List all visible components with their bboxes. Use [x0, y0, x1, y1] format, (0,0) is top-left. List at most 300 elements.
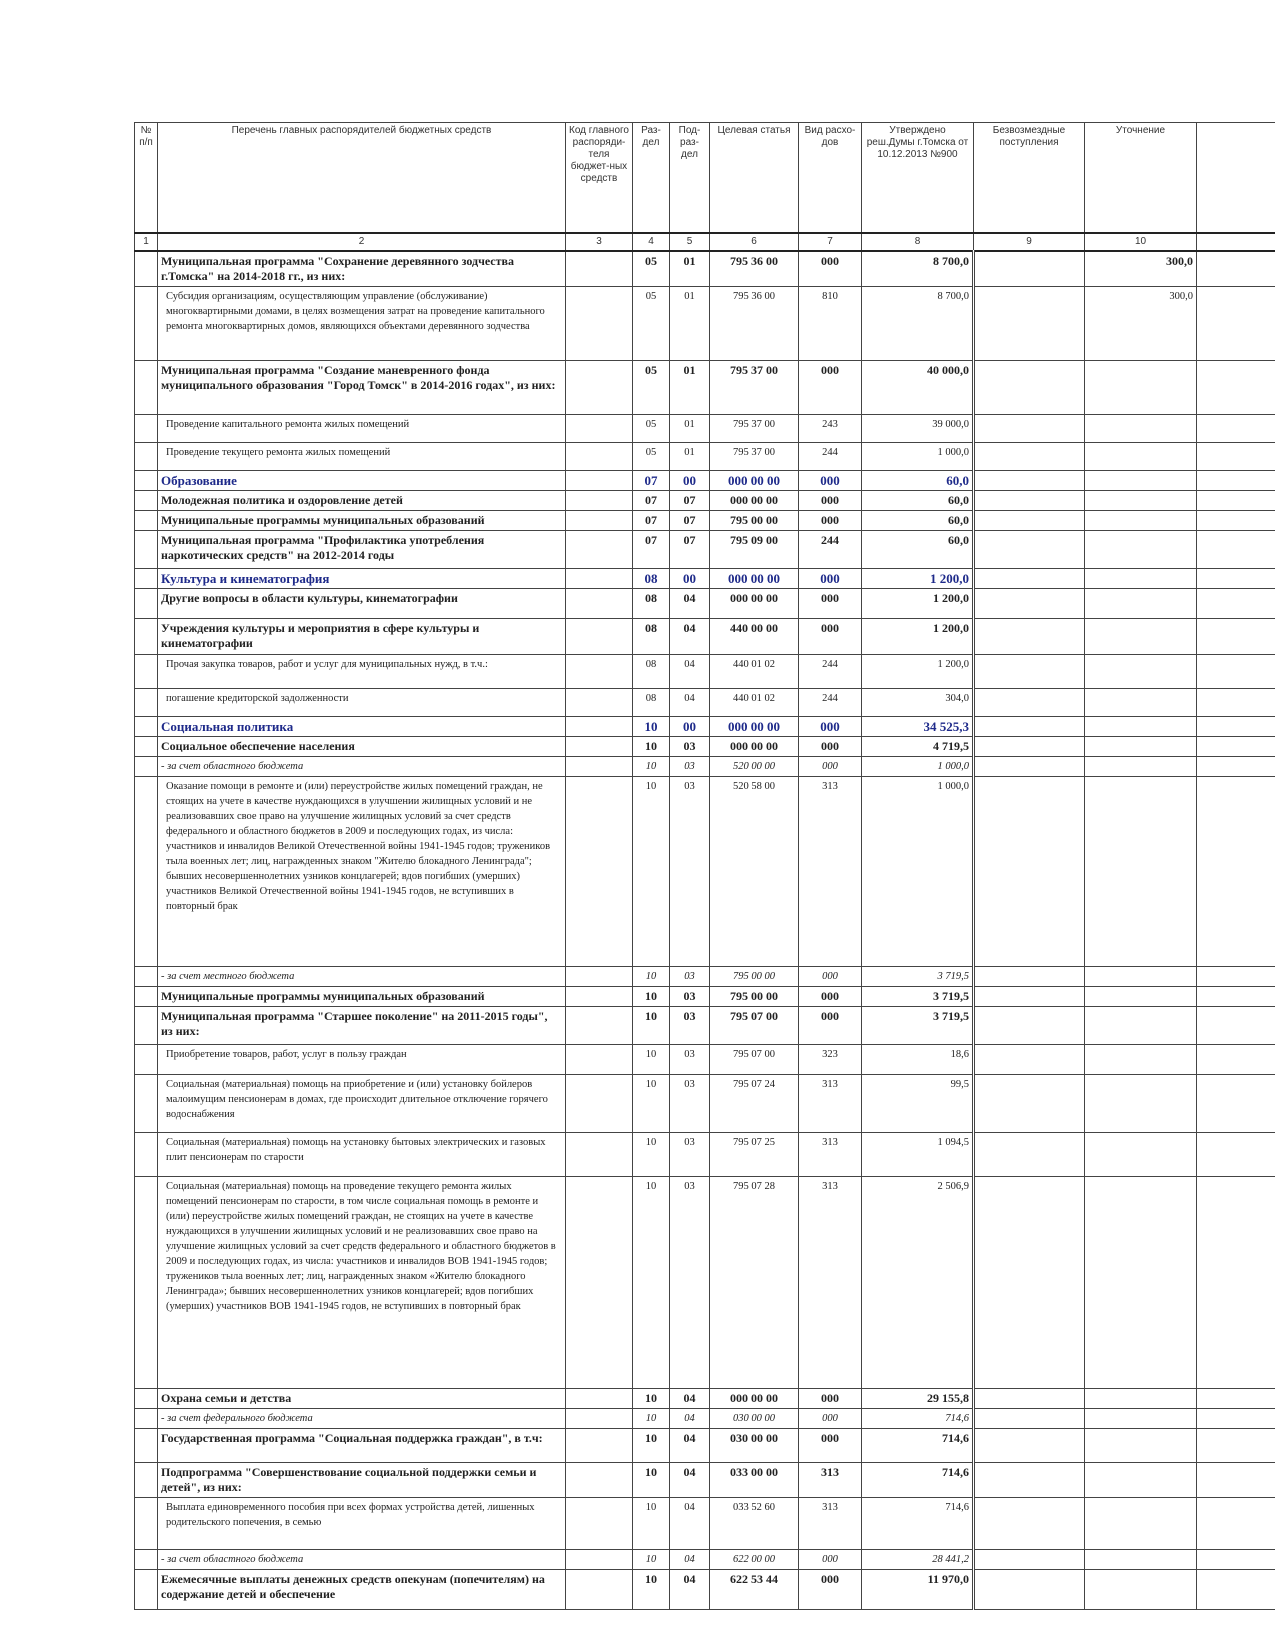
cell-free-receipts: [974, 689, 1085, 717]
cell-target-item: 440 00 00: [710, 619, 799, 655]
cell-expense-type: 000: [799, 361, 862, 415]
cell-expense-type: 000: [799, 987, 862, 1007]
cell-target-item: 000 00 00: [710, 471, 799, 491]
cell-clarification: [1085, 1550, 1197, 1570]
cell-expense-type: 000: [799, 1429, 862, 1463]
cell-approved: 40 000,0: [862, 361, 974, 415]
cell-approved: 1 200,0: [862, 569, 974, 589]
cell-clarification: [1085, 717, 1197, 737]
cell-section: 10: [633, 1498, 670, 1550]
cell-clarification: 300,0: [1085, 251, 1197, 287]
cell-expense-type: 000: [799, 1409, 862, 1429]
cell-target-item: 795 07 24: [710, 1075, 799, 1133]
cell-expense-type: 000: [799, 967, 862, 987]
cell-approved: 1 000,0: [862, 757, 974, 777]
cell-number: [135, 1550, 158, 1570]
cell-subsection: 01: [670, 361, 710, 415]
cell-subsection: 00: [670, 471, 710, 491]
cell-section: 10: [633, 967, 670, 987]
cell-extra: [1197, 1007, 1275, 1045]
cell-expense-type: 000: [799, 471, 862, 491]
cell-distributor-code: [566, 531, 633, 569]
cell-subsection: 03: [670, 737, 710, 757]
cell-number: [135, 531, 158, 569]
table-row: [135, 1498, 1275, 1550]
column-number: 2: [158, 233, 566, 251]
cell-clarification: [1085, 737, 1197, 757]
cell-clarification: [1085, 1007, 1197, 1045]
cell-expense-type: 313: [799, 1133, 862, 1177]
cell-name: Социальное обеспечение населения: [158, 737, 566, 757]
table-row: [135, 1550, 1275, 1570]
cell-target-item: 000 00 00: [710, 1389, 799, 1409]
cell-section: 05: [633, 443, 670, 471]
cell-number: [135, 1498, 158, 1550]
cell-name: погашение кредиторской задолженности: [158, 689, 566, 717]
table-row: [135, 443, 1275, 471]
cell-target-item: 000 00 00: [710, 589, 799, 619]
cell-distributor-code: [566, 757, 633, 777]
cell-subsection: 03: [670, 1075, 710, 1133]
cell-clarification: [1085, 361, 1197, 415]
cell-extra: [1197, 1463, 1275, 1498]
cell-target-item: 033 00 00: [710, 1463, 799, 1498]
cell-subsection: 03: [670, 1045, 710, 1075]
cell-target-item: 520 00 00: [710, 757, 799, 777]
cell-distributor-code: [566, 777, 633, 967]
cell-expense-type: 000: [799, 1389, 862, 1409]
cell-extra: [1197, 471, 1275, 491]
cell-subsection: 07: [670, 491, 710, 511]
cell-name: Субсидия организациям, осуществляющим управление (обслуживание) многоквартирными домами, в целях возмещения затрат на проведение капитального ремонта многоквартирных домов, являющихся объектами деревянного зодчества: [158, 287, 566, 361]
cell-subsection: 01: [670, 415, 710, 443]
cell-distributor-code: [566, 967, 633, 987]
cell-free-receipts: [974, 415, 1085, 443]
cell-target-item: 795 37 00: [710, 361, 799, 415]
cell-target-item: 795 36 00: [710, 287, 799, 361]
table-row: [135, 967, 1275, 987]
cell-expense-type: 243: [799, 415, 862, 443]
cell-subsection: 04: [670, 1550, 710, 1570]
column-number-extra: [1197, 233, 1275, 251]
cell-name: Другие вопросы в области культуры, кинематографии: [158, 589, 566, 619]
cell-free-receipts: [974, 757, 1085, 777]
cell-free-receipts: [974, 1007, 1085, 1045]
cell-subsection: 04: [670, 1463, 710, 1498]
cell-extra: [1197, 251, 1275, 287]
cell-subsection: 04: [670, 1429, 710, 1463]
cell-expense-type: 313: [799, 1463, 862, 1498]
cell-approved: 18,6: [862, 1045, 974, 1075]
cell-number: [135, 491, 158, 511]
header-distributor-code: Код главного распоряди-теля бюджет-ных средств: [566, 123, 633, 233]
table-body: [135, 251, 1275, 1610]
cell-approved: 3 719,5: [862, 1007, 974, 1045]
cell-number: [135, 1045, 158, 1075]
table-row: [135, 569, 1275, 589]
cell-subsection: 04: [670, 689, 710, 717]
table-header-row: [135, 123, 1275, 233]
table-row: [135, 777, 1275, 967]
cell-subsection: 04: [670, 655, 710, 689]
column-number: 6: [710, 233, 799, 251]
cell-free-receipts: [974, 471, 1085, 491]
cell-extra: [1197, 757, 1275, 777]
table-row: [135, 1045, 1275, 1075]
cell-number: [135, 619, 158, 655]
cell-name: - за счет федерального бюджета: [158, 1409, 566, 1429]
table-row: [135, 531, 1275, 569]
cell-expense-type: 000: [799, 1570, 862, 1610]
cell-free-receipts: [974, 287, 1085, 361]
cell-extra: [1197, 655, 1275, 689]
cell-expense-type: 000: [799, 569, 862, 589]
cell-subsection: 03: [670, 1007, 710, 1045]
cell-free-receipts: [974, 987, 1085, 1007]
cell-extra: [1197, 1389, 1275, 1409]
cell-expense-type: 000: [799, 757, 862, 777]
column-number: 9: [974, 233, 1085, 251]
cell-free-receipts: [974, 1389, 1085, 1409]
column-number: 7: [799, 233, 862, 251]
cell-approved: 60,0: [862, 471, 974, 491]
table-row: [135, 619, 1275, 655]
cell-extra: [1197, 1429, 1275, 1463]
cell-clarification: [1085, 1133, 1197, 1177]
cell-clarification: [1085, 531, 1197, 569]
cell-approved: 304,0: [862, 689, 974, 717]
cell-free-receipts: [974, 443, 1085, 471]
table-row: [135, 1570, 1275, 1610]
table-row: [135, 757, 1275, 777]
cell-distributor-code: [566, 361, 633, 415]
cell-approved: 714,6: [862, 1429, 974, 1463]
cell-free-receipts: [974, 1550, 1085, 1570]
cell-clarification: [1085, 589, 1197, 619]
cell-section: 08: [633, 569, 670, 589]
cell-subsection: 01: [670, 287, 710, 361]
cell-expense-type: 244: [799, 655, 862, 689]
cell-expense-type: 244: [799, 443, 862, 471]
cell-extra: [1197, 443, 1275, 471]
cell-target-item: 795 37 00: [710, 415, 799, 443]
cell-clarification: [1085, 689, 1197, 717]
cell-target-item: 795 00 00: [710, 987, 799, 1007]
cell-subsection: 04: [670, 1498, 710, 1550]
cell-clarification: [1085, 491, 1197, 511]
table-row: [135, 589, 1275, 619]
cell-name: Прочая закупка товаров, работ и услуг для муниципальных нужд, в т.ч.:: [158, 655, 566, 689]
cell-free-receipts: [974, 569, 1085, 589]
cell-free-receipts: [974, 777, 1085, 967]
cell-distributor-code: [566, 415, 633, 443]
cell-number: [135, 1409, 158, 1429]
cell-target-item: 622 53 44: [710, 1570, 799, 1610]
cell-approved: 1 000,0: [862, 443, 974, 471]
cell-clarification: [1085, 1463, 1197, 1498]
cell-expense-type: 000: [799, 717, 862, 737]
cell-number: [135, 361, 158, 415]
cell-extra: [1197, 1409, 1275, 1429]
header-clarification: Уточнение: [1085, 123, 1197, 233]
cell-distributor-code: [566, 443, 633, 471]
table-row: [135, 1463, 1275, 1498]
cell-name: Муниципальная программа "Сохранение деревянного зодчества г.Томска" на 2014-2018 гг., из них:: [158, 251, 566, 287]
cell-free-receipts: [974, 1498, 1085, 1550]
cell-number: [135, 717, 158, 737]
cell-approved: 28 441,2: [862, 1550, 974, 1570]
cell-approved: 34 525,3: [862, 717, 974, 737]
cell-section: 10: [633, 1463, 670, 1498]
cell-target-item: 795 37 00: [710, 443, 799, 471]
table-row: [135, 1177, 1275, 1389]
cell-section: 10: [633, 1409, 670, 1429]
cell-section: 07: [633, 491, 670, 511]
column-number-row: [135, 233, 1275, 251]
cell-expense-type: 244: [799, 531, 862, 569]
cell-name: - за счет местного бюджета: [158, 967, 566, 987]
cell-distributor-code: [566, 1570, 633, 1610]
cell-subsection: 04: [670, 1409, 710, 1429]
cell-subsection: 04: [670, 589, 710, 619]
cell-section: 10: [633, 717, 670, 737]
cell-expense-type: 000: [799, 491, 862, 511]
cell-target-item: 622 00 00: [710, 1550, 799, 1570]
cell-number: [135, 655, 158, 689]
cell-extra: [1197, 1133, 1275, 1177]
cell-clarification: [1085, 1075, 1197, 1133]
cell-approved: 99,5: [862, 1075, 974, 1133]
cell-expense-type: 810: [799, 287, 862, 361]
cell-distributor-code: [566, 569, 633, 589]
column-number: 5: [670, 233, 710, 251]
cell-expense-type: 000: [799, 511, 862, 531]
cell-clarification: [1085, 987, 1197, 1007]
cell-approved: 1 200,0: [862, 589, 974, 619]
cell-subsection: 04: [670, 1389, 710, 1409]
cell-extra: [1197, 1550, 1275, 1570]
cell-name: Выплата единовременного пособия при всех формах устройства детей, лишенных родительского попечения, в семью: [158, 1498, 566, 1550]
cell-approved: 1 094,5: [862, 1133, 974, 1177]
column-number: 3: [566, 233, 633, 251]
cell-distributor-code: [566, 1389, 633, 1409]
cell-distributor-code: [566, 471, 633, 491]
cell-clarification: [1085, 777, 1197, 967]
cell-free-receipts: [974, 967, 1085, 987]
cell-free-receipts: [974, 1429, 1085, 1463]
cell-section: 05: [633, 251, 670, 287]
cell-section: 05: [633, 361, 670, 415]
cell-clarification: [1085, 471, 1197, 491]
cell-number: [135, 569, 158, 589]
cell-extra: [1197, 287, 1275, 361]
cell-extra: [1197, 717, 1275, 737]
cell-clarification: [1085, 1177, 1197, 1389]
table-row: [135, 655, 1275, 689]
cell-free-receipts: [974, 717, 1085, 737]
cell-distributor-code: [566, 1007, 633, 1045]
cell-clarification: [1085, 655, 1197, 689]
cell-distributor-code: [566, 1045, 633, 1075]
cell-number: [135, 757, 158, 777]
header-target-item: Целевая статья: [710, 123, 799, 233]
cell-target-item: 795 07 00: [710, 1045, 799, 1075]
cell-extra: [1197, 689, 1275, 717]
cell-name: Приобретение товаров, работ, услуг в пользу граждан: [158, 1045, 566, 1075]
cell-expense-type: 000: [799, 251, 862, 287]
table-row: [135, 737, 1275, 757]
table-row: [135, 415, 1275, 443]
cell-expense-type: 000: [799, 619, 862, 655]
cell-subsection: 03: [670, 987, 710, 1007]
table-row: [135, 511, 1275, 531]
cell-section: 07: [633, 531, 670, 569]
cell-subsection: 03: [670, 967, 710, 987]
cell-approved: 4 719,5: [862, 737, 974, 757]
cell-clarification: [1085, 1045, 1197, 1075]
cell-distributor-code: [566, 1463, 633, 1498]
cell-free-receipts: [974, 655, 1085, 689]
cell-target-item: 795 09 00: [710, 531, 799, 569]
cell-number: [135, 967, 158, 987]
cell-free-receipts: [974, 1177, 1085, 1389]
cell-section: 07: [633, 471, 670, 491]
cell-subsection: 03: [670, 1177, 710, 1389]
cell-target-item: 795 07 28: [710, 1177, 799, 1389]
cell-subsection: 07: [670, 531, 710, 569]
cell-extra: [1197, 967, 1275, 987]
cell-section: 08: [633, 589, 670, 619]
cell-number: [135, 1177, 158, 1389]
cell-number: [135, 1007, 158, 1045]
cell-approved: 8 700,0: [862, 287, 974, 361]
cell-extra: [1197, 415, 1275, 443]
cell-number: [135, 471, 158, 491]
cell-number: [135, 1075, 158, 1133]
cell-subsection: 00: [670, 569, 710, 589]
cell-name: Учреждения культуры и мероприятия в сфере культуры и кинематографии: [158, 619, 566, 655]
cell-number: [135, 415, 158, 443]
cell-clarification: [1085, 1429, 1197, 1463]
cell-extra: [1197, 1045, 1275, 1075]
cell-approved: 714,6: [862, 1409, 974, 1429]
cell-extra: [1197, 737, 1275, 757]
cell-distributor-code: [566, 287, 633, 361]
cell-subsection: 07: [670, 511, 710, 531]
cell-number: [135, 987, 158, 1007]
cell-section: 08: [633, 619, 670, 655]
cell-clarification: [1085, 619, 1197, 655]
cell-free-receipts: [974, 619, 1085, 655]
table-row: [135, 1409, 1275, 1429]
cell-target-item: 000 00 00: [710, 569, 799, 589]
cell-extra: [1197, 569, 1275, 589]
cell-distributor-code: [566, 1550, 633, 1570]
cell-extra: [1197, 1570, 1275, 1610]
cell-clarification: [1085, 1409, 1197, 1429]
cell-number: [135, 251, 158, 287]
cell-distributor-code: [566, 589, 633, 619]
cell-name: Культура и кинематография: [158, 569, 566, 589]
cell-name: Социальная (материальная) помощь на установку бытовых электрических и газовых плит пенсионерам по старости: [158, 1133, 566, 1177]
cell-number: [135, 777, 158, 967]
cell-expense-type: 313: [799, 777, 862, 967]
cell-section: 08: [633, 689, 670, 717]
cell-approved: 39 000,0: [862, 415, 974, 443]
cell-distributor-code: [566, 1498, 633, 1550]
cell-clarification: [1085, 1498, 1197, 1550]
header-extra: [1197, 123, 1275, 233]
cell-distributor-code: [566, 987, 633, 1007]
cell-target-item: 030 00 00: [710, 1409, 799, 1429]
cell-distributor-code: [566, 655, 633, 689]
cell-clarification: 300,0: [1085, 287, 1197, 361]
table-row: [135, 987, 1275, 1007]
column-number: 8: [862, 233, 974, 251]
cell-expense-type: 323: [799, 1045, 862, 1075]
cell-section: 10: [633, 1389, 670, 1409]
header-number: № п/п: [135, 123, 158, 233]
cell-free-receipts: [974, 1463, 1085, 1498]
table-row: [135, 1007, 1275, 1045]
cell-name: Социальная (материальная) помощь на проведение текущего ремонта жилых помещений пенсионерам по старости, в том числе социальная помощь в ремонте и (или) переустройстве жилых помещений граждан, не стоящих на учете в качестве нуждающихся в улучшении жилищных условий и не реализовавших свое право на улучшение жилищных условий за счет средств федерального и областного бюджетов в 2009 и последующих годах, из числа: участников и инвалидов ВОВ 1941-1945 годов; тружеников тыла военных лет; лиц, награжденных знаком «Жителю блокадного Ленинграда»; бывших несовершеннолетних узников концлагерей; вдов погибших (умерших) участников ВОВ 1941-1945 годов, не вступивших в повторный брак: [158, 1177, 566, 1389]
cell-clarification: [1085, 511, 1197, 531]
table-row: [135, 1075, 1275, 1133]
cell-section: 10: [633, 1007, 670, 1045]
cell-name: Молодежная политика и оздоровление детей: [158, 491, 566, 511]
cell-free-receipts: [974, 1133, 1085, 1177]
cell-distributor-code: [566, 717, 633, 737]
cell-section: 10: [633, 1570, 670, 1610]
cell-name: Муниципальные программы муниципальных образований: [158, 511, 566, 531]
cell-target-item: 795 00 00: [710, 511, 799, 531]
header-approved: Утверждено реш.Думы г.Томска от 10.12.2013 №900: [862, 123, 974, 233]
cell-free-receipts: [974, 1570, 1085, 1610]
cell-extra: [1197, 361, 1275, 415]
cell-free-receipts: [974, 1075, 1085, 1133]
cell-expense-type: 000: [799, 589, 862, 619]
cell-name: Социальная (материальная) помощь на приобретение и (или) установку бойлеров малоимущим пенсионерам в домах, где происходит длительное отключение горячего водоснабжения: [158, 1075, 566, 1133]
cell-approved: 1 200,0: [862, 619, 974, 655]
cell-number: [135, 1389, 158, 1409]
cell-target-item: 033 52 60: [710, 1498, 799, 1550]
cell-subsection: 03: [670, 777, 710, 967]
cell-clarification: [1085, 1389, 1197, 1409]
cell-expense-type: 313: [799, 1498, 862, 1550]
cell-distributor-code: [566, 491, 633, 511]
cell-expense-type: 000: [799, 1550, 862, 1570]
cell-name: Подпрограмма "Совершенствование социальной поддержки семьи и детей", из них:: [158, 1463, 566, 1498]
cell-approved: 60,0: [862, 531, 974, 569]
cell-section: 08: [633, 655, 670, 689]
cell-target-item: 795 00 00: [710, 967, 799, 987]
cell-target-item: 440 01 02: [710, 689, 799, 717]
cell-name: Проведение капитального ремонта жилых помещений: [158, 415, 566, 443]
cell-name: Муниципальная программа "Старшее поколение" на 2011-2015 годы", из них:: [158, 1007, 566, 1045]
cell-approved: 714,6: [862, 1498, 974, 1550]
table-row: [135, 1429, 1275, 1463]
cell-distributor-code: [566, 1075, 633, 1133]
cell-number: [135, 511, 158, 531]
cell-approved: 3 719,5: [862, 987, 974, 1007]
cell-name: Муниципальные программы муниципальных образований: [158, 987, 566, 1007]
cell-name: - за счет областного бюджета: [158, 757, 566, 777]
cell-target-item: 000 00 00: [710, 737, 799, 757]
cell-extra: [1197, 531, 1275, 569]
cell-target-item: 000 00 00: [710, 717, 799, 737]
cell-section: 07: [633, 511, 670, 531]
cell-section: 10: [633, 777, 670, 967]
